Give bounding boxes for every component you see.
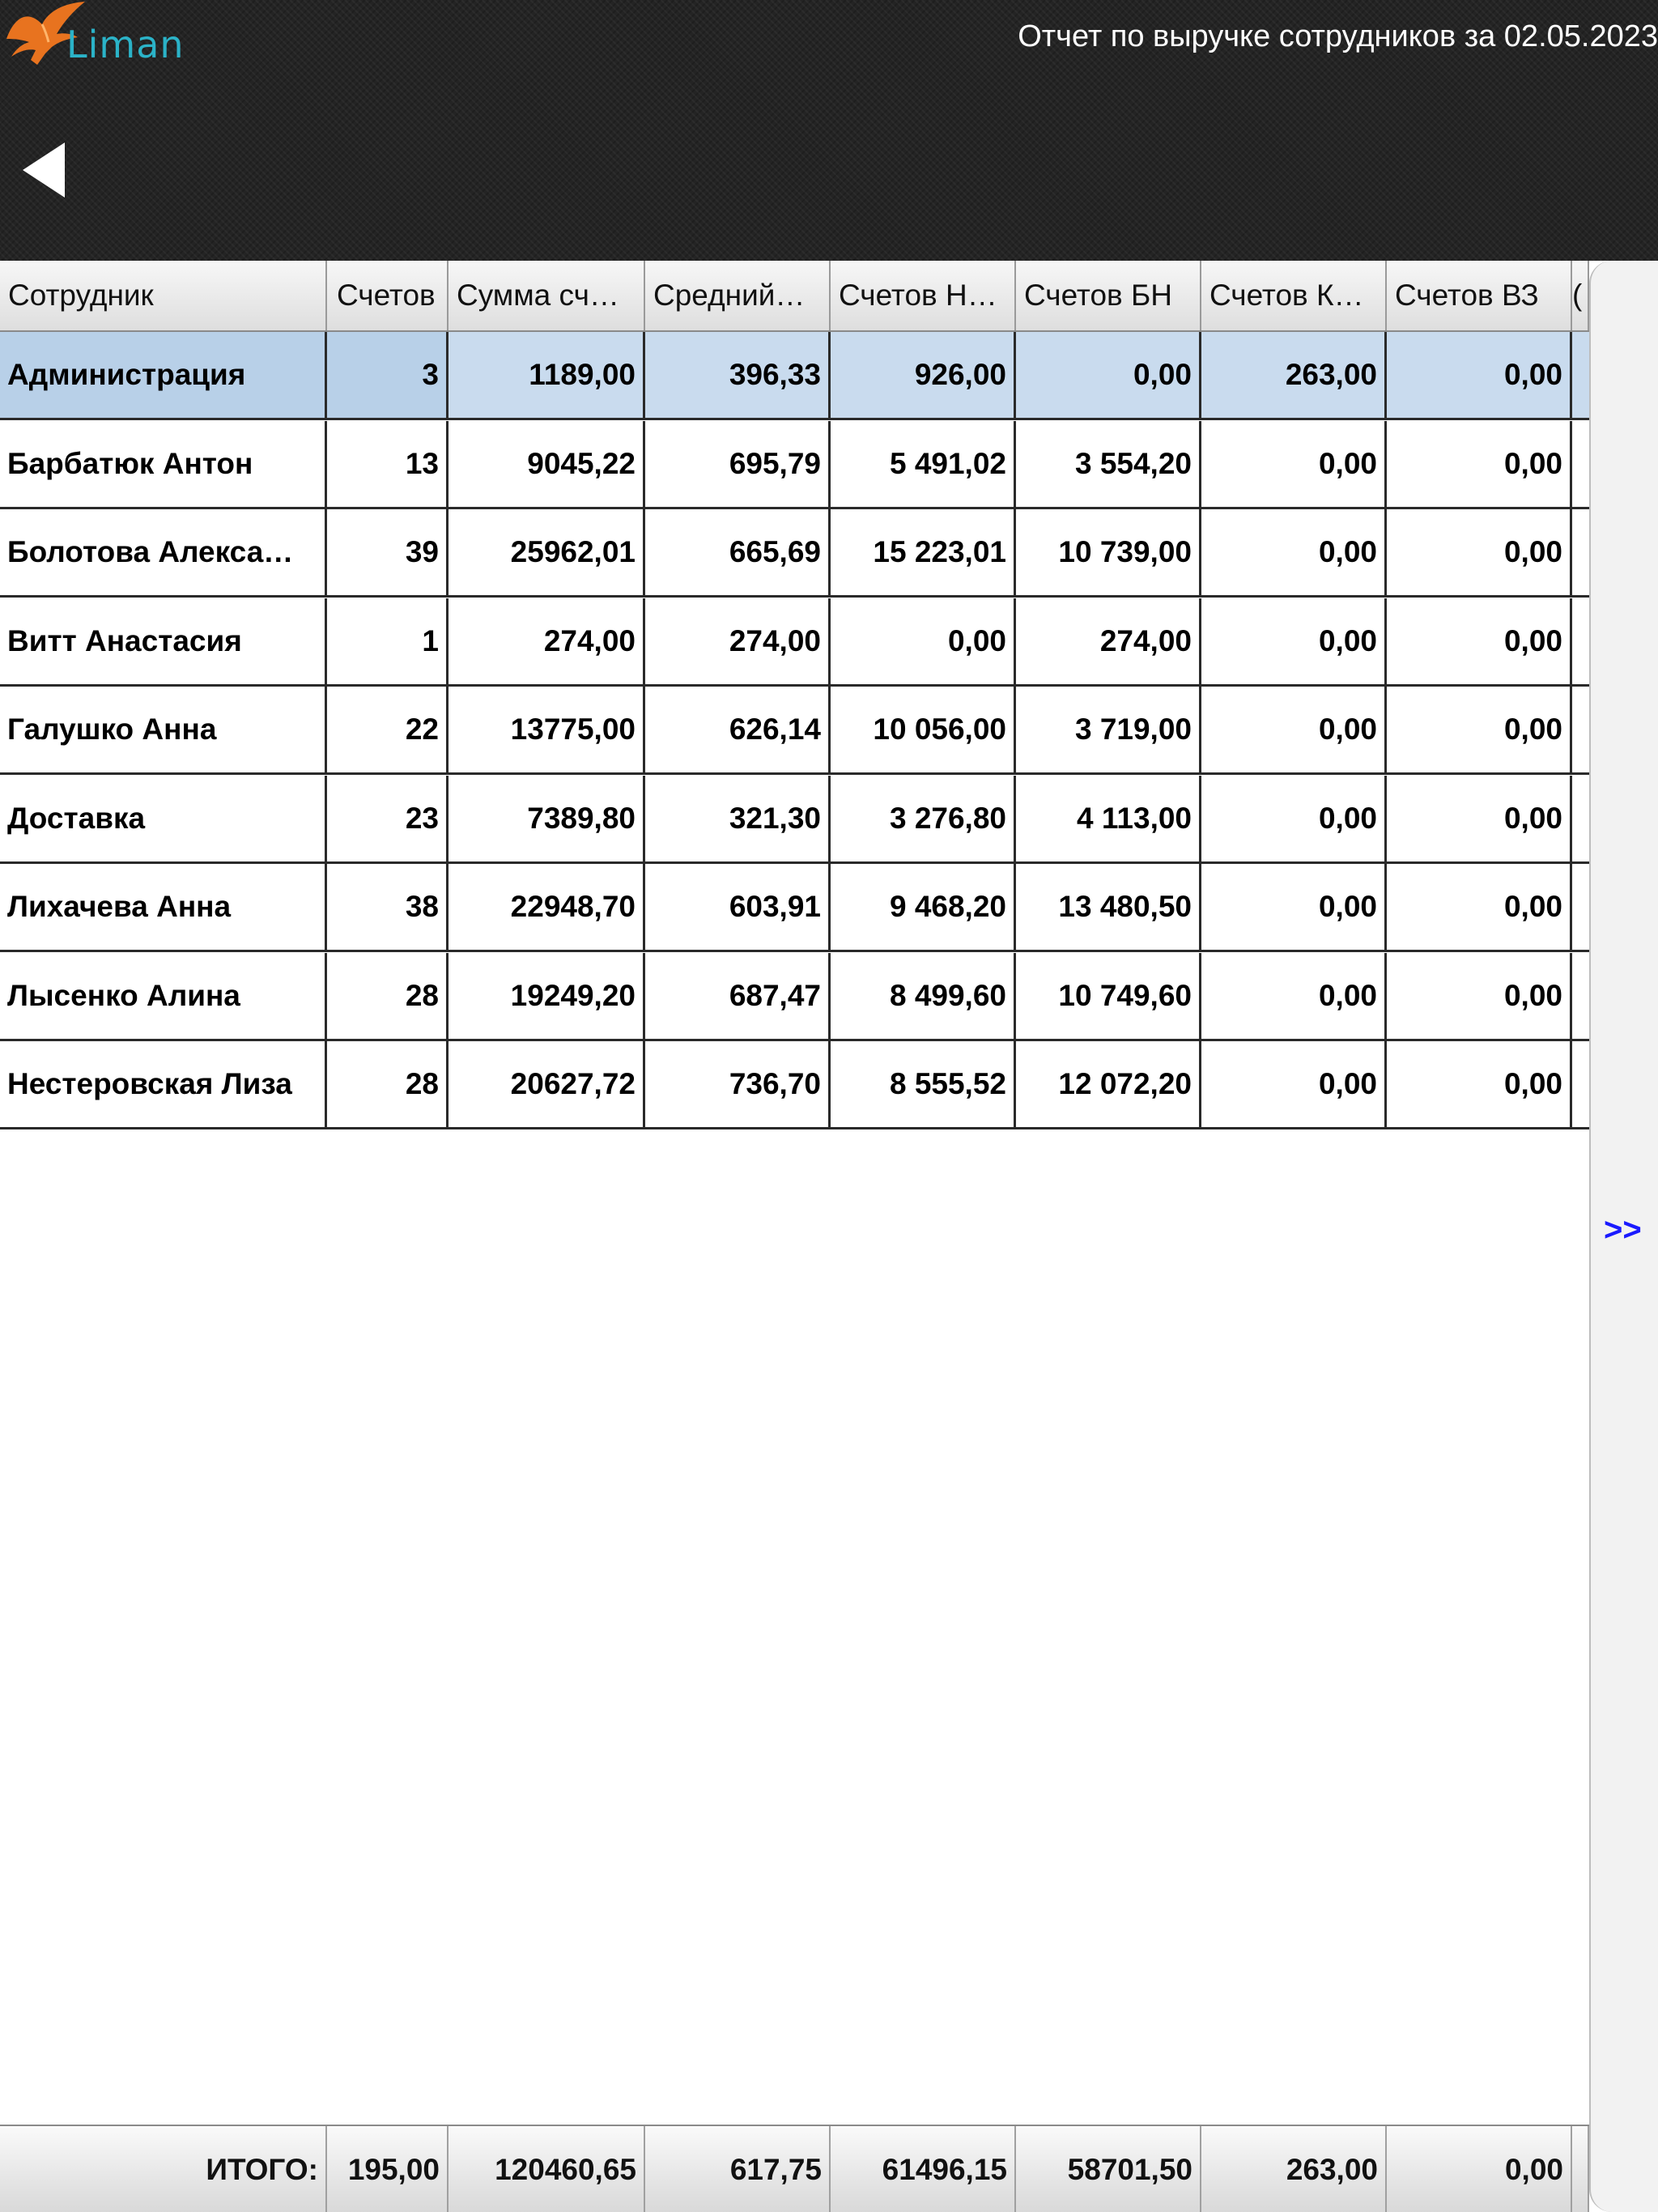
cell-checks-vz: 0,00 <box>1387 598 1572 684</box>
cell-checks-cash: 8 499,60 <box>831 953 1016 1039</box>
column-header-partial[interactable]: ( <box>1572 261 1589 330</box>
cell-partial <box>1572 776 1589 861</box>
column-header-checks-sum[interactable]: Сумма сч… <box>449 261 645 330</box>
column-header-checks-vz[interactable]: Счетов ВЗ <box>1387 261 1572 330</box>
app-header <box>0 0 1658 261</box>
cell-average-check: 321,30 <box>645 776 831 861</box>
column-header-employee[interactable]: Сотрудник <box>0 261 327 330</box>
cell-checks-sum: 274,00 <box>449 598 645 684</box>
logo-text: Liman <box>66 23 185 66</box>
cell-employee-name: Администрация <box>0 332 327 418</box>
table-row[interactable] <box>0 953 1589 1041</box>
cell-checks-cash: 3 276,80 <box>831 776 1016 861</box>
cell-checks-sum: 20627,72 <box>449 1041 645 1127</box>
cell-checks-vz: 0,00 <box>1387 332 1572 418</box>
cell-checks-noncash: 13 480,50 <box>1016 864 1201 950</box>
cell-checks-count: 28 <box>327 953 449 1039</box>
cell-partial <box>1572 509 1589 595</box>
cell-checks-count: 3 <box>327 332 449 418</box>
cell-checks-k: 0,00 <box>1201 1041 1387 1127</box>
table-row[interactable] <box>0 1041 1589 1129</box>
cell-checks-k: 0,00 <box>1201 509 1387 595</box>
totals-average: 617,75 <box>645 2126 831 2212</box>
cell-checks-k: 0,00 <box>1201 776 1387 861</box>
cell-employee-name: Доставка <box>0 776 327 861</box>
cell-checks-vz: 0,00 <box>1387 421 1572 507</box>
cell-checks-sum: 9045,22 <box>449 421 645 507</box>
cell-checks-vz: 0,00 <box>1387 864 1572 950</box>
cell-average-check: 626,14 <box>645 687 831 772</box>
column-header-checks-k[interactable]: Счетов К… <box>1201 261 1387 330</box>
back-triangle-icon <box>16 138 74 202</box>
table-row[interactable] <box>0 509 1589 598</box>
cell-checks-vz: 0,00 <box>1387 1041 1572 1127</box>
cell-partial <box>1572 332 1589 418</box>
cell-employee-name: Нестеровская Лиза <box>0 1041 327 1127</box>
cell-checks-noncash: 10 739,00 <box>1016 509 1201 595</box>
table-header-row <box>0 261 1589 332</box>
next-columns-panel[interactable] <box>1589 261 1658 2212</box>
cell-checks-sum: 13775,00 <box>449 687 645 772</box>
cell-employee-name: Галушко Анна <box>0 687 327 772</box>
totals-noncash: 58701,50 <box>1016 2126 1201 2212</box>
cell-checks-k: 0,00 <box>1201 864 1387 950</box>
totals-vz: 0,00 <box>1387 2126 1572 2212</box>
back-button[interactable] <box>16 138 74 202</box>
cell-checks-noncash: 0,00 <box>1016 332 1201 418</box>
liman-logo <box>0 0 194 77</box>
cell-checks-cash: 9 468,20 <box>831 864 1016 950</box>
cell-checks-cash: 5 491,02 <box>831 421 1016 507</box>
table-row[interactable] <box>0 332 1589 420</box>
totals-partial-cell <box>1572 2126 1589 2212</box>
cell-checks-count: 38 <box>327 864 449 950</box>
cell-checks-count: 39 <box>327 509 449 595</box>
cell-checks-sum: 25962,01 <box>449 509 645 595</box>
column-header-checks-cash[interactable]: Счетов Н… <box>831 261 1016 330</box>
cell-checks-k: 0,00 <box>1201 953 1387 1039</box>
cell-checks-sum: 19249,20 <box>449 953 645 1039</box>
cell-partial <box>1572 598 1589 684</box>
cell-employee-name: Лысенко Алина <box>0 953 327 1039</box>
cell-partial <box>1572 953 1589 1039</box>
cell-employee-name: Лихачева Анна <box>0 864 327 950</box>
cell-checks-cash: 0,00 <box>831 598 1016 684</box>
cell-average-check: 274,00 <box>645 598 831 684</box>
cell-average-check: 603,91 <box>645 864 831 950</box>
totals-k: 263,00 <box>1201 2126 1387 2212</box>
cell-checks-cash: 926,00 <box>831 332 1016 418</box>
cell-checks-k: 0,00 <box>1201 598 1387 684</box>
next-columns-arrow[interactable]: >> <box>1604 1212 1642 1248</box>
cell-average-check: 736,70 <box>645 1041 831 1127</box>
cell-checks-k: 0,00 <box>1201 687 1387 772</box>
cell-checks-sum: 22948,70 <box>449 864 645 950</box>
cell-checks-sum: 7389,80 <box>449 776 645 861</box>
cell-checks-count: 23 <box>327 776 449 861</box>
cell-checks-k: 263,00 <box>1201 332 1387 418</box>
cell-partial <box>1572 864 1589 950</box>
table-row[interactable] <box>0 776 1589 864</box>
cell-checks-noncash: 10 749,60 <box>1016 953 1201 1039</box>
cell-checks-count: 22 <box>327 687 449 772</box>
cell-checks-sum: 1189,00 <box>449 332 645 418</box>
cell-partial <box>1572 1041 1589 1127</box>
cell-checks-vz: 0,00 <box>1387 776 1572 861</box>
totals-sum: 120460,65 <box>449 2126 645 2212</box>
cell-checks-noncash: 3 554,20 <box>1016 421 1201 507</box>
cell-checks-noncash: 274,00 <box>1016 598 1201 684</box>
table-row[interactable] <box>0 421 1589 509</box>
cell-average-check: 665,69 <box>645 509 831 595</box>
cell-checks-count: 28 <box>327 1041 449 1127</box>
column-header-checks[interactable]: Счетов <box>327 261 449 330</box>
cell-partial <box>1572 421 1589 507</box>
cell-checks-noncash: 3 719,00 <box>1016 687 1201 772</box>
cell-checks-count: 1 <box>327 598 449 684</box>
cell-checks-cash: 8 555,52 <box>831 1041 1016 1127</box>
totals-cash: 61496,15 <box>831 2126 1016 2212</box>
table-row[interactable] <box>0 598 1589 687</box>
cell-checks-noncash: 12 072,20 <box>1016 1041 1201 1127</box>
revenue-table[interactable] <box>0 261 1589 2212</box>
table-row[interactable] <box>0 687 1589 775</box>
cell-average-check: 687,47 <box>645 953 831 1039</box>
cell-employee-name: Витт Анастасия <box>0 598 327 684</box>
cell-checks-count: 13 <box>327 421 449 507</box>
cell-average-check: 396,33 <box>645 332 831 418</box>
totals-row <box>0 2125 1589 2212</box>
column-header-average[interactable]: Средний… <box>645 261 831 330</box>
cell-employee-name: Барбатюк Антон <box>0 421 327 507</box>
cell-partial <box>1572 687 1589 772</box>
cell-average-check: 695,79 <box>645 421 831 507</box>
column-header-checks-noncash[interactable]: Счетов БН <box>1016 261 1201 330</box>
cell-checks-vz: 0,00 <box>1387 687 1572 772</box>
cell-checks-vz: 0,00 <box>1387 953 1572 1039</box>
totals-checks: 195,00 <box>327 2126 449 2212</box>
page-title: Отчет по выручке сотрудников за 02.05.2023 <box>1018 19 1658 53</box>
cell-checks-noncash: 4 113,00 <box>1016 776 1201 861</box>
cell-employee-name: Болотова Алекса… <box>0 509 327 595</box>
table-row[interactable] <box>0 864 1589 952</box>
cell-checks-vz: 0,00 <box>1387 509 1572 595</box>
cell-checks-cash: 10 056,00 <box>831 687 1016 772</box>
totals-label: ИТОГО: <box>0 2126 327 2212</box>
cell-checks-k: 0,00 <box>1201 421 1387 507</box>
cell-checks-cash: 15 223,01 <box>831 509 1016 595</box>
